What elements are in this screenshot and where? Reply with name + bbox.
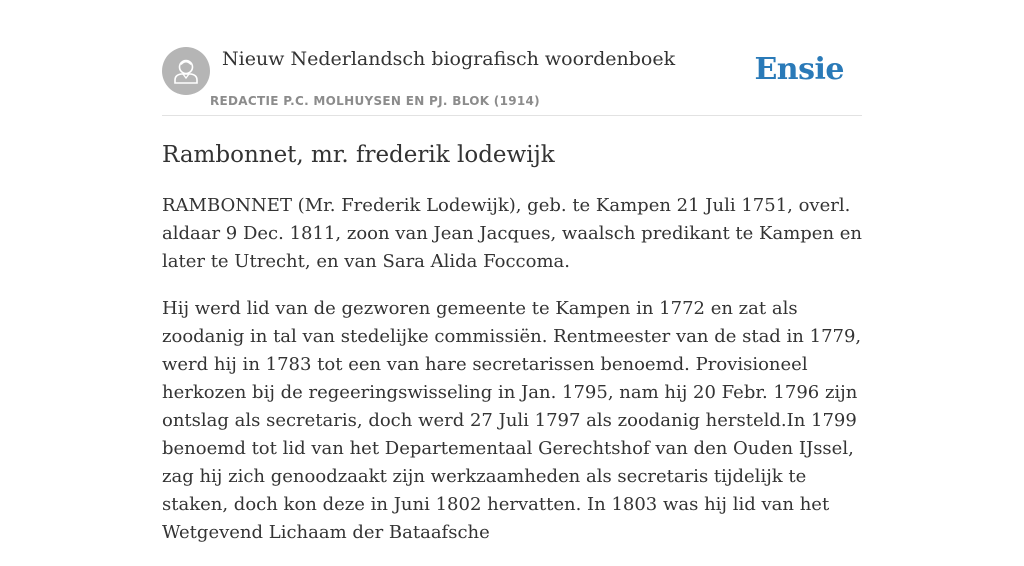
ensie-logo[interactable]: Ensie <box>754 52 844 87</box>
article-paragraph: Hij werd lid van de gezworen gemeente te Kampen in 1772 en zat als zoodanig in tal van stedelijke commissiën. Rentmeester van de stad in 1779, werd hij in 1783 tot een van hare secretarissen benoemd. Provisioneel herkozen bij de regeeringswisseling in Jan. 1795, nam hij 20 Febr. 1796 zijn ontslag als secretaris, doch werd 27 Juli 1797 als zoodanig hersteld.In 1799 benoemd tot lid van het Departementaal Gerechtshof van den Ouden IJssel, zag hij zich genoodzaakt zijn werkzaamheden als secretaris tijdelijk te staken, doch kon deze in Juni 1802 hervatten. In 1803 was hij lid van het Wetgevend Lichaam der Bataafsche <box>162 298 862 543</box>
source-editors: REDACTIE P.C. MOLHUYSEN EN PJ. BLOK (1914) <box>210 94 540 108</box>
article-paragraph: RAMBONNET (Mr. Frederik Lodewijk), geb. te Kampen 21 Juli 1751, overl. aldaar 9 Dec. 1811, zoon van Jean Jacques, waalsch predikant te Kampen en later te Utrecht, en van Sara Alida Foccoma. <box>162 195 863 272</box>
source-header <box>162 46 862 116</box>
avatar <box>162 47 210 95</box>
source-title[interactable]: Nieuw Nederlandsch biografisch woordenboek <box>222 48 676 70</box>
article-title: Rambonnet, mr. frederik lodewijk <box>162 142 555 168</box>
user-silhouette-icon <box>162 47 210 95</box>
article-body <box>162 192 862 566</box>
